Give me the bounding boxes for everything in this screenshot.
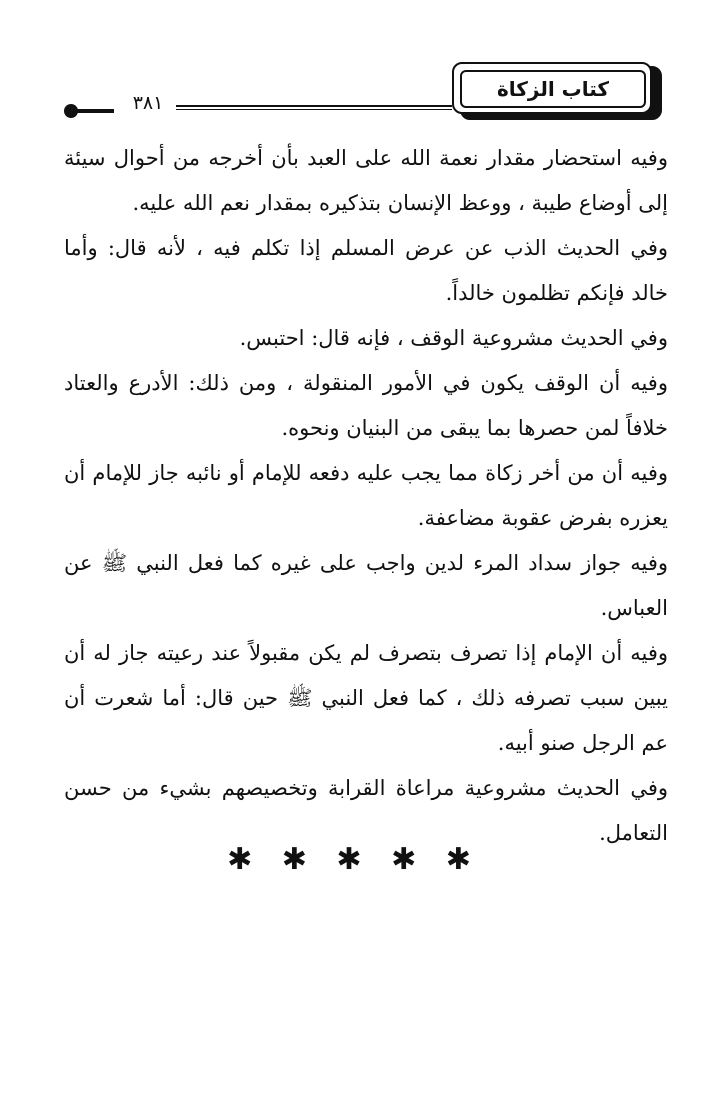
page-number-dot xyxy=(64,104,78,118)
paragraph: وفيه استحضار مقدار نعمة الله على العبد بأن أخرجه من أحوال سيئة إلى أوضاع طيبة ، ووعظ الإنسان بتذكيره بمقدار نعم الله عليه. xyxy=(64,146,668,215)
chapter-title-frame-outer xyxy=(452,62,652,114)
paragraph: وفيه أن الإمام إذا تصرف بتصرف لم يكن مقبولاً عند رعيته جاز له أن يبين سبب تصرفه ذلك ، كما فعل النبي ﷺ حين قال: أما شعرت أن عم الرجل صنو أبيه. xyxy=(64,641,668,755)
paragraph: وفيه أن الوقف يكون في الأمور المنقولة ، ومن ذلك: الأدرع والعتاد خلافاً لمن حصرها بما يبقى من البنيان ونحوه. xyxy=(64,371,668,440)
body-text xyxy=(64,136,668,856)
paragraph: وفي الحديث مشروعية مراعاة القرابة وتخصيصهم بشيء من حسن التعامل. xyxy=(64,776,668,845)
chapter-title-frame xyxy=(452,62,656,114)
paragraph: وفي الحديث مشروعية الوقف ، فإنه قال: احتبس. xyxy=(239,326,668,350)
header-rule xyxy=(176,105,452,110)
paragraph: وفيه أن من أخر زكاة مما يجب عليه دفعه للإمام أو نائبه جاز للإمام أن يعزره بفرض عقوبة مضاعفة. xyxy=(64,461,668,530)
section-separator: ✱ ✱ ✱ ✱ ✱ xyxy=(227,842,481,877)
paragraph: وفي الحديث الذب عن عرض المسلم إذا تكلم فيه ، لأنه قال: وأما خالد فإنكم تظلمون خالداً. xyxy=(64,236,668,305)
chapter-title: كتاب الزكاة xyxy=(460,70,646,108)
page-number: ٣٨١ xyxy=(132,92,164,114)
paragraph: وفيه جواز سداد المرء لدين واجب على غيره كما فعل النبي ﷺ عن العباس. xyxy=(64,551,668,620)
